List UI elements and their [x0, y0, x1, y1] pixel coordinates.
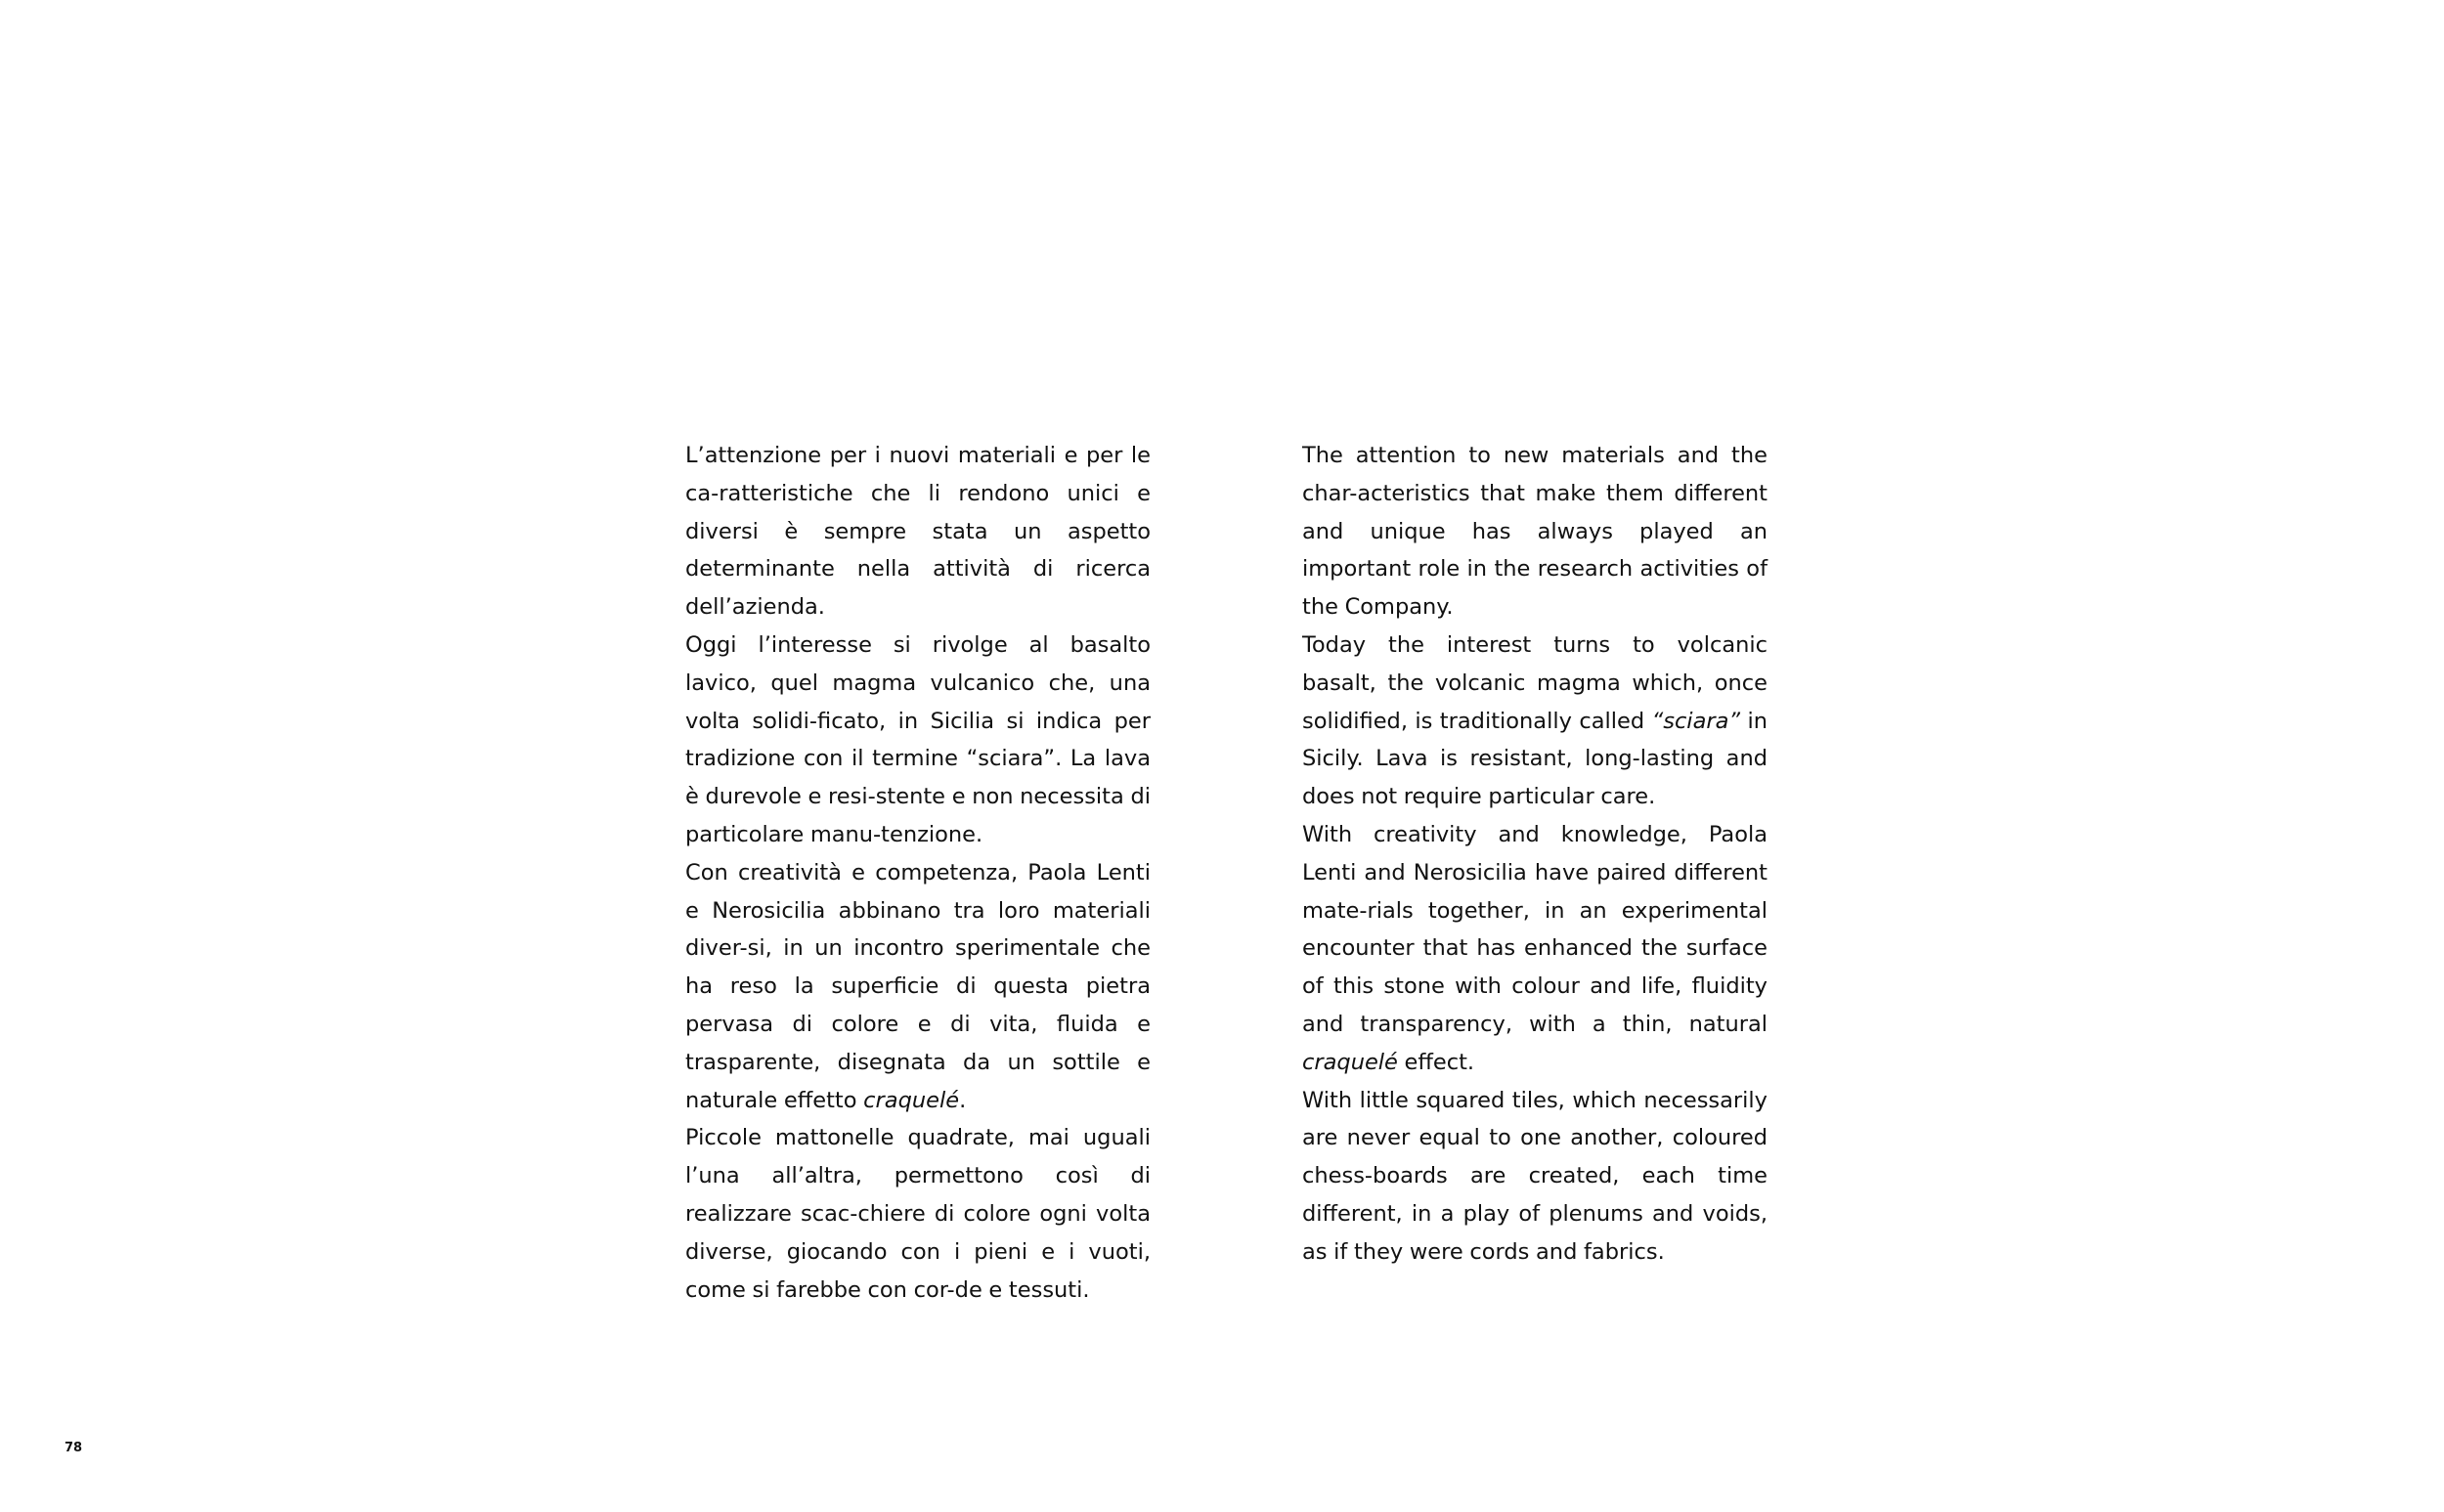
- english-paragraph-4: [1302, 1082, 1768, 1272]
- italian-paragraph-4-text: Piccole mattonelle quadrate, mai uguali l’una all’altra, permettono così di realizzare scac-chiere di colore ogni volta diverse, giocando con i pieni e i vuoti, come si farebbe con cor-de e tessuti.: [685, 1125, 1151, 1303]
- italian-paragraph-3: [685, 854, 1151, 1120]
- italian-paragraph-1-text: L’attenzione per i nuovi materiali e per le ca-ratteristiche che li rendono unici e diversi è sempre stata un aspetto determinante nella attività di ricerca dell’azienda.: [685, 443, 1151, 621]
- italian-paragraph-3-text: Con creatività e competenza, Paola Lenti e Nerosicilia abbinano tra loro materiali diver-si, in un incontro sperimentale che ha reso la superficie di questa pietra pervasa di colore e di vita, fluida e trasparente, disegnata da un sottile e naturale effetto: [685, 859, 1151, 1113]
- page-number: 78: [65, 1441, 83, 1455]
- italian-paragraph-2: [685, 626, 1151, 854]
- english-paragraph-2-italic-term: “sciara”: [1651, 708, 1741, 734]
- english-paragraph-3: [1302, 816, 1768, 1082]
- english-paragraph-3-italic-term: craquelé: [1302, 1049, 1398, 1075]
- english-text-column: [1302, 437, 1768, 1272]
- italian-text-column: [685, 437, 1151, 1309]
- english-paragraph-2-text: Today the interest turns to volcanic basalt, the volcanic magma which, once solidified, is traditionally called: [1302, 631, 1768, 734]
- english-paragraph-1: [1302, 437, 1768, 626]
- italian-paragraph-4: [685, 1119, 1151, 1309]
- italian-paragraph-3-italic-term: craquelé: [863, 1087, 960, 1113]
- english-paragraph-3-text: With creativity and knowledge, Paola Lenti and Nerosicilia have paired different mate-rials together, in an experimental encounter that has enhanced the surface of this stone with colour and life, fluidity and transparency, with a thin, natural: [1302, 821, 1768, 1037]
- english-paragraph-3-ending: effect.: [1397, 1049, 1475, 1075]
- english-paragraph-2-ending: in Sicily. Lava is resistant, long-lasting and does not require particular care.: [1302, 708, 1768, 810]
- italian-paragraph-2-text: Oggi l’interesse si rivolge al basalto lavico, quel magma vulcanico che, una volta solidi-ficato, in Sicilia si indica per tradizione con il termine “sciara”. La lava è durevole e resi-stente e non necessita di particolare manu-tenzione.: [685, 631, 1151, 847]
- english-paragraph-4-text: With little squared tiles, which necessarily are never equal to one another, coloured chess-boards are created, each time different, in a play of plenums and voids, as if they were cords and fabrics.: [1302, 1087, 1768, 1265]
- italian-paragraph-1: [685, 437, 1151, 626]
- english-paragraph-1-text: The attention to new materials and the char-acteristics that make them different and unique has always played an important role in the research activities of the Company.: [1302, 443, 1768, 621]
- english-paragraph-2: [1302, 626, 1768, 816]
- italian-paragraph-3-ending: .: [959, 1087, 967, 1113]
